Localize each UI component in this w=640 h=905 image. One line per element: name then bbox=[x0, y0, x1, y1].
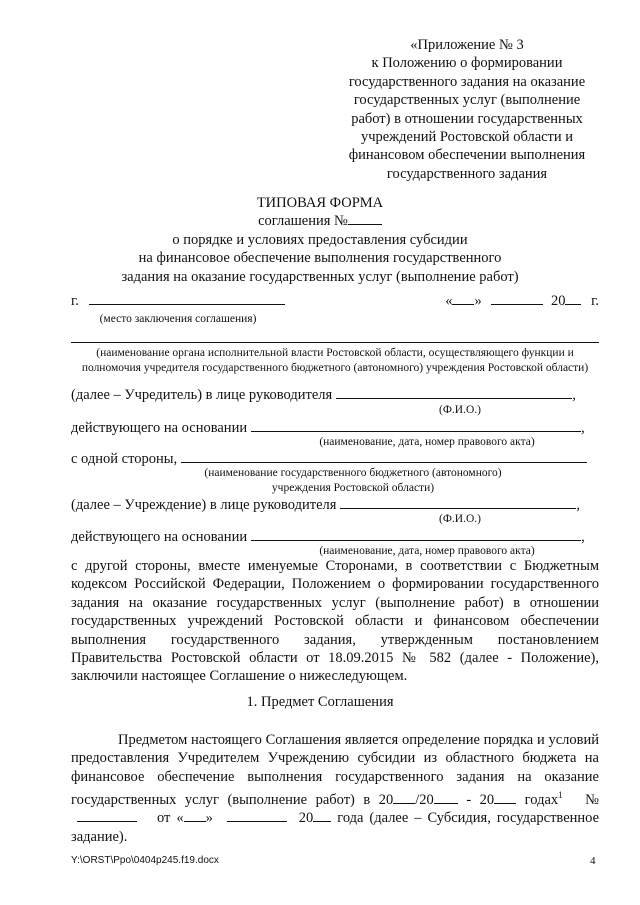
founder-caption: (наименование органа исполнительной власти Ростовской области, осуществляющего функции и полномочия учредителя государственного бюджетного (автономного) учреждения Ростовской области) bbox=[81, 347, 589, 374]
place-caption: (место заключения соглашения) bbox=[99, 313, 257, 325]
appendix-line: государственных услуг (выполнение bbox=[353, 92, 581, 109]
appendix-line: финансовом обеспечении выполнения bbox=[348, 147, 586, 164]
appendix-line: к Положению о формировании bbox=[371, 55, 563, 72]
appendix-line: государственного задания bbox=[386, 165, 548, 182]
inst-rep-blank bbox=[340, 508, 576, 509]
parties-paragraph: с другой стороны, вместе именуемые Сторонами, в соответствии с Бюджетным кодексом Российской Федерации, Положением о формировании государственного задания на оказание государственных услуг (выполнение работ) в отношении государственных учреждений Ростовской области и финансовом обеспечении выполнения государственного задания, утвержденным постановлением Правительства Ростовской области от 18.09.2015 № 582 (далее - Положение), заключили настоящее Соглашение о нижеследующем. bbox=[71, 558, 599, 685]
section1-paragraph: Предметом настоящего Соглашения является определение порядка и условий предоставления Учредителем Учреждению субсидии из областного бюджета на финансовое обеспечение выполнения государственного задания на оказание государственных услуг (выполнение работ) в 20 /20 - 20 годах$^1$ № от « » 20 года (далее – Субсидия, государственное задание). bbox=[71, 732, 600, 845]
appendix-line: работ) в отношении государственных bbox=[351, 110, 583, 127]
founder-rep-row: (далее – Учредитель) в лице руководителя , bbox=[71, 387, 576, 403]
form-title-line: о порядке и условиях предоставления субсидии bbox=[172, 231, 468, 248]
appendix-line: «Приложение № 3 bbox=[410, 37, 524, 53]
place-blank bbox=[89, 304, 285, 305]
form-title-main: ТИПОВАЯ ФОРМА bbox=[256, 195, 384, 211]
file-path: Y:\ORST\Ppo\0404p245.f19.docx bbox=[71, 855, 219, 866]
founder-basis-caption: (наименование, дата, номер правового акта) bbox=[319, 436, 535, 448]
one-side-row: с одной стороны, bbox=[71, 451, 599, 471]
agreement-number: соглашения № bbox=[0, 212, 640, 230]
founder-basis-blank bbox=[251, 431, 581, 432]
form-title-line: задания на оказание государственных услуг (выполнение работ) bbox=[121, 268, 519, 285]
form-title bbox=[0, 194, 640, 286]
inst-rep-caption: (Ф.И.О.) bbox=[439, 513, 481, 525]
date-field: « » 20 г. bbox=[445, 293, 599, 309]
section1-heading: 1. Предмет Соглашения bbox=[246, 694, 394, 710]
founder-name-blank bbox=[71, 342, 599, 343]
institution-name-blank bbox=[181, 462, 587, 463]
form-title-line: на финансовое обеспечение выполнения государственного bbox=[138, 250, 502, 267]
appendix-block bbox=[336, 36, 598, 183]
institution-caption: (наименование государственного бюджетного (автономного) учреждения Ростовской области) bbox=[204, 467, 502, 494]
founder-rep-caption: (Ф.И.О.) bbox=[439, 404, 481, 416]
appendix-line: учреждений Ростовской области и bbox=[360, 129, 574, 146]
inst-basis-caption: (наименование, дата, номер правового акта) bbox=[319, 545, 535, 557]
inst-basis-blank bbox=[251, 540, 581, 541]
appendix-line: государственного задания на оказание bbox=[348, 73, 586, 90]
page-number: 4 bbox=[590, 855, 596, 867]
agreement-number-blank bbox=[348, 224, 382, 225]
footnote-mark: 1 bbox=[558, 790, 563, 801]
place-date-row: г. « » 20 г. bbox=[71, 293, 599, 309]
founder-rep-blank bbox=[336, 398, 572, 399]
inst-rep-row: (далее – Учреждение) в лице руководителя , bbox=[71, 497, 581, 513]
inst-basis-row: действующего на основании , bbox=[71, 529, 585, 545]
founder-basis-row: действующего на основании , bbox=[71, 420, 585, 436]
